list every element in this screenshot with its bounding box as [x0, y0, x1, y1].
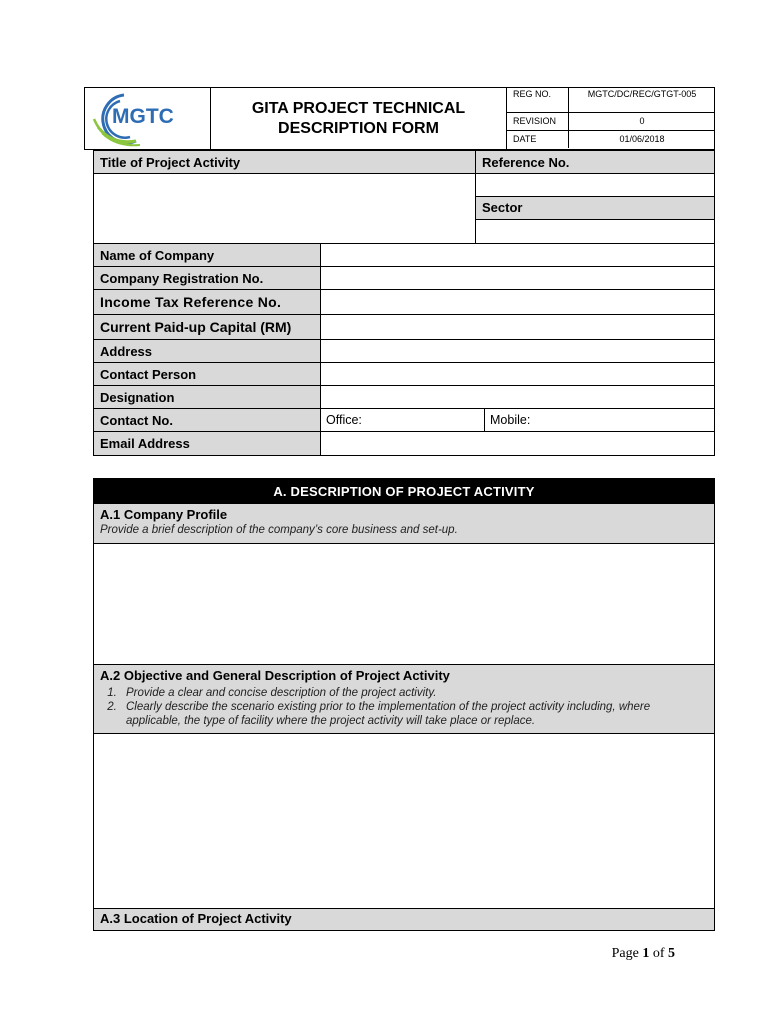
income-tax-label: Income Tax Reference No.: [94, 290, 320, 314]
page-of: of: [652, 946, 665, 961]
section-a-description: [93, 478, 715, 931]
form-title: [211, 87, 507, 150]
meta-label: REG NO.: [507, 87, 569, 112]
company-registration-field[interactable]: [320, 267, 714, 289]
name-of-company-field[interactable]: [320, 244, 714, 266]
address-field[interactable]: [320, 340, 714, 362]
a1-title: A.1 Company Profile: [100, 507, 228, 522]
meta-row-reg-no: [507, 87, 715, 113]
a2-title: A.2 Objective and General Description of Project Activity: [100, 668, 450, 683]
page-total: 5: [668, 946, 675, 961]
income-tax-field[interactable]: [320, 290, 714, 314]
a1-header: [94, 503, 714, 543]
a2-instruction-list: [100, 686, 708, 728]
email-address-label: Email Address: [94, 432, 320, 455]
logo-cell: [84, 87, 211, 150]
contact-person-label: Contact Person: [94, 363, 320, 385]
meta-value: MGTC/DC/REC/GTGT-005: [587, 89, 697, 99]
a2-instruction-item: 1. Provide a clear and concise description of the project activity.: [120, 686, 708, 700]
meta-row-revision: [507, 112, 715, 131]
a1-response-area[interactable]: [94, 544, 714, 664]
section-a-heading: A. DESCRIPTION OF PROJECT ACTIVITY: [94, 479, 714, 503]
page-number: [560, 946, 675, 962]
designation-label: Designation: [94, 386, 320, 408]
title-of-project-label: Title of Project Activity: [94, 151, 476, 173]
page-current: 1: [642, 946, 650, 961]
contact-person-field[interactable]: [320, 363, 714, 385]
title-of-project-field[interactable]: [94, 173, 476, 243]
meta-value: 01/06/2018: [619, 134, 665, 144]
sector-field[interactable]: [476, 219, 714, 243]
paid-up-capital-field[interactable]: [320, 315, 714, 339]
meta-label: DATE: [507, 130, 569, 148]
contact-mobile-field[interactable]: Mobile:: [490, 413, 531, 427]
contact-no-label: Contact No.: [94, 409, 320, 431]
page-prefix: Page: [611, 946, 639, 961]
a3-title: A.3 Location of Project Activity: [100, 911, 292, 926]
contact-office-field[interactable]: Office:: [326, 413, 362, 427]
a1-description: Provide a brief description of the company’s core business and set-up.: [100, 524, 458, 536]
address-label: Address: [94, 340, 320, 362]
a2-header: [94, 665, 714, 733]
company-registration-label: Company Registration No.: [94, 267, 320, 289]
email-address-field[interactable]: [320, 432, 714, 455]
meta-row-date: [507, 130, 715, 148]
designation-field[interactable]: [320, 386, 714, 408]
reference-no-field[interactable]: [476, 173, 714, 196]
a3-header: [94, 909, 714, 930]
sector-label: Sector: [476, 196, 714, 219]
meta-value: 0: [639, 116, 645, 126]
a2-instruction-item: 2. Clearly describe the scenario existing prior to the implementation of the project activity including, where applicable, the type of facility where the project activity will take place or replace.: [120, 700, 708, 728]
form-title-line1: GITA PROJECT TECHNICAL: [251, 99, 466, 117]
mgtc-logo-icon: [90, 87, 208, 149]
logo-text: MGTC: [112, 105, 174, 128]
document-meta-table: [507, 87, 715, 150]
a2-response-area[interactable]: [94, 734, 714, 908]
meta-label: REVISION: [507, 112, 569, 130]
company-info-table: [93, 150, 715, 456]
paid-up-capital-label: Current Paid-up Capital (RM): [94, 315, 320, 339]
reference-no-label: Reference No.: [476, 151, 714, 173]
name-of-company-label: Name of Company: [94, 244, 320, 266]
form-title-line2: DESCRIPTION FORM: [278, 119, 439, 137]
